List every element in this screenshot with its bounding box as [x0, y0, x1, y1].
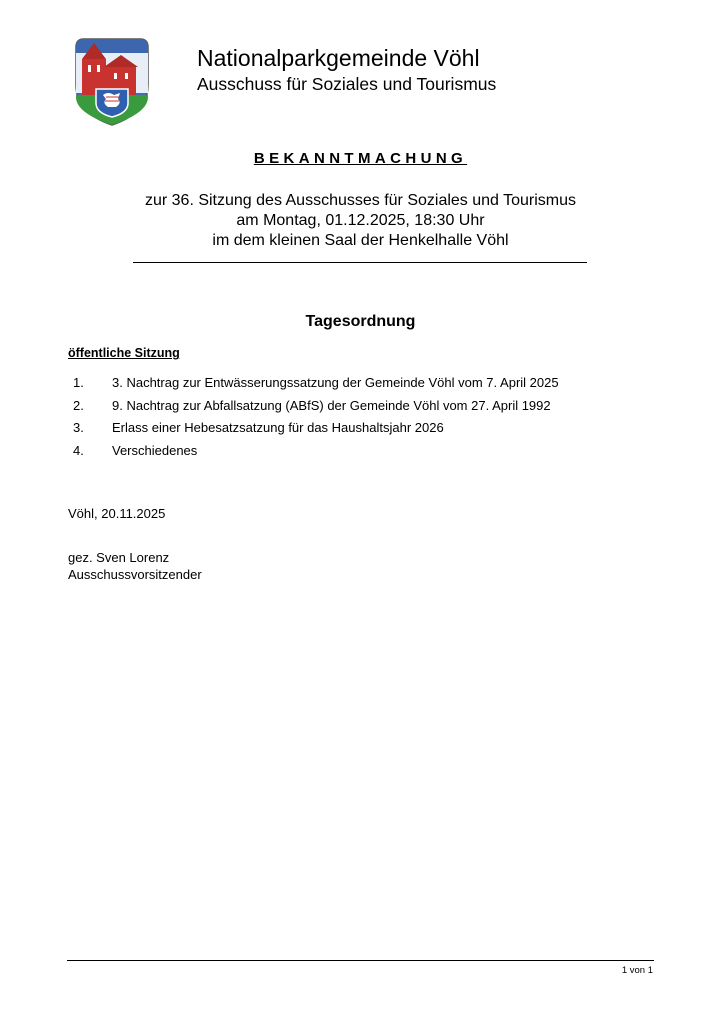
meeting-line-session: zur 36. Sitzung des Ausschusses für Soziales und Tourismus — [144, 192, 577, 209]
meeting-line-datetime: am Montag, 01.12.2025, 18:30 Uhr — [236, 212, 485, 229]
agenda-item — [0, 442, 721, 460]
organization-name: Nationalparkgemeinde Vöhl — [197, 45, 480, 71]
agenda-item-number: 4. — [73, 443, 84, 458]
document-type-heading: BEKANNTMACHUNG — [253, 150, 468, 167]
agenda-item-number: 1. — [73, 375, 84, 390]
agenda-item — [0, 374, 721, 392]
agenda-item — [0, 419, 721, 437]
section-label-public: öffentliche Sitzung — [68, 346, 180, 360]
agenda-item — [0, 397, 721, 415]
signature-role: Ausschussvorsitzender — [68, 567, 202, 582]
signature-name: gez. Sven Lorenz — [68, 550, 170, 565]
agenda-item-text: Verschiedenes — [112, 443, 198, 458]
page-number: 1 von 1 — [621, 965, 653, 976]
agenda-item-text: Erlass einer Hebesatzsatzung für das Haushaltsjahr 2026 — [112, 420, 444, 435]
place-and-date: Vöhl, 20.11.2025 — [68, 506, 166, 521]
agenda-item-text: 9. Nachtrag zur Abfallsatzung (ABfS) der Gemeinde Vöhl vom 27. April 1992 — [112, 398, 551, 413]
header-divider — [133, 262, 587, 263]
committee-name: Ausschuss für Soziales und Tourismus — [197, 74, 497, 94]
coat-of-arms-icon — [70, 33, 154, 127]
meeting-line-location: im dem kleinen Saal der Henkelhalle Vöhl — [212, 232, 509, 249]
agenda-item-number: 2. — [73, 398, 84, 413]
agenda-item-text: 3. Nachtrag zur Entwässerungssatzung der Gemeinde Vöhl vom 7. April 2025 — [112, 375, 559, 390]
agenda-title: Tagesordnung — [305, 313, 416, 330]
agenda-item-number: 3. — [73, 420, 84, 435]
footer-divider — [67, 960, 654, 961]
